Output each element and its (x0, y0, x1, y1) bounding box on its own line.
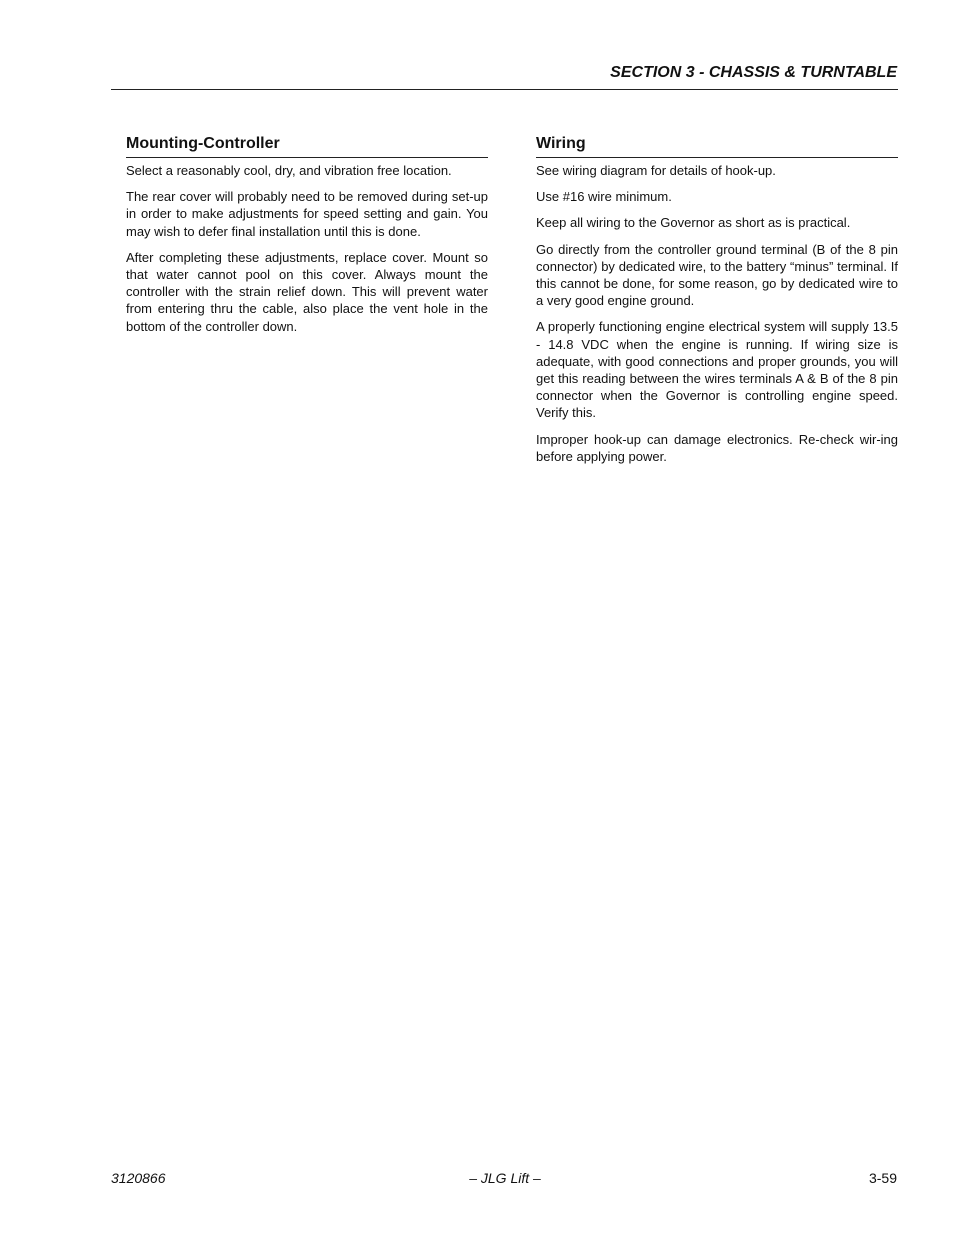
paragraph: Use #16 wire minimum. (536, 189, 672, 205)
paragraph: See wiring diagram for details of hook-up. (536, 163, 776, 178)
header-divider (111, 89, 898, 90)
mounting-controller-section (126, 134, 488, 344)
page-number: 3-59 (868, 1170, 897, 1186)
publisher-label: – JLG Lift – (469, 1170, 541, 1186)
section-header: SECTION 3 - CHASSIS & TURNTABLE (610, 64, 897, 81)
wiring-body (536, 162, 898, 465)
document-number: 3120866 (111, 1170, 166, 1186)
paragraph: Keep all wiring to the Governor as short as is practical. (536, 215, 851, 231)
paragraph: Improper hook-up can damage electronics. Re-check wir-ing before applying power. (536, 431, 898, 464)
mounting-controller-body (126, 162, 488, 335)
wiring-section (536, 134, 898, 474)
paragraph: Go directly from the controller ground terminal (B of the 8 pin connector) by dedicated wire, to the battery “minus” terminal. If this cannot be done, for some reason, go by dedicated wire to a very good engine ground. (536, 241, 898, 309)
wiring-heading: Wiring (536, 134, 898, 158)
paragraph: A properly functioning engine electrical system will supply 13.5 - 14.8 VDC when the engine is running. If wiring size is adequate, with good connections and proper grounds, you will get this reading between the wires terminals A & B of the 8 pin connector when the Governor is controlling engine speed. Verify this. (536, 319, 898, 421)
paragraph: After completing these adjustments, replace cover. Mount so that water cannot pool on this cover. Always mount the controller with the strain relief down. This will prevent water from entering thru the cable, also place the vent hole in the bottom of the controller down. (126, 249, 488, 334)
mounting-controller-heading: Mounting-Controller (126, 134, 488, 158)
paragraph: The rear cover will probably need to be removed during set-up in order to make adjustments for speed setting and gain. You may wish to defer final installation until this is done. (126, 189, 488, 239)
paragraph: Select a reasonably cool, dry, and vibration free location. (126, 163, 452, 178)
